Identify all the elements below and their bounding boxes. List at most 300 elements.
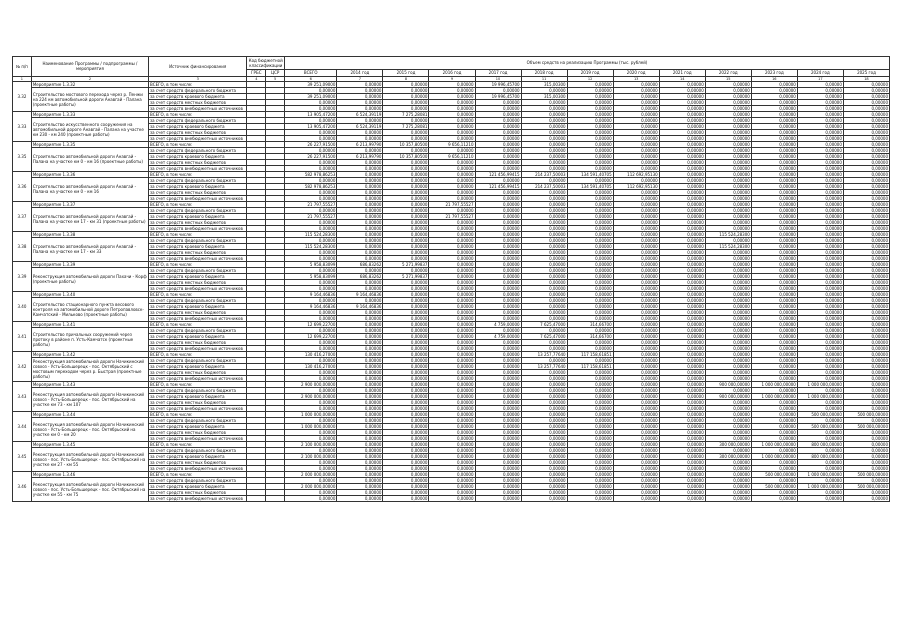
year-value: 0,00000 [659,171,705,177]
year-value: 0,00000 [705,495,751,501]
header-year: 2023 год [751,70,797,77]
year-value: 0,00000 [429,465,475,471]
year-value: 0,00000 [797,297,843,303]
year-value: 0,00000 [521,345,567,351]
year-value: 0,00000 [659,471,705,477]
year-value: 0,00000 [429,435,475,441]
year-value: 0,00000 [613,417,659,423]
year-value: 0,00000 [429,417,475,423]
year-value: 0,00000 [337,321,383,327]
year-value: 0,00000 [797,135,843,141]
year-value: 0,00000 [337,327,383,333]
total-value: 115 524,28300 [285,243,337,249]
year-value: 0,00000 [337,81,383,87]
year-value: 0,00000 [705,249,751,255]
year-value: 0,00000 [475,249,521,255]
year-value: 0,00000 [613,495,659,501]
year-value: 0,00000 [337,213,383,219]
year-value: 0,00000 [843,465,889,471]
year-value: 0,00000 [337,471,383,477]
year-value: 0,00000 [383,309,429,315]
year-value: 0,00000 [521,327,567,333]
total-value: 39 251,09000 [285,93,337,99]
year-value: 0,00000 [751,255,797,261]
year-value: 0,00000 [429,363,475,369]
year-value: 0,00000 [521,147,567,153]
index-cell: 17 [797,76,843,81]
year-value: 500 000,00000 [843,483,889,489]
year-value: 0,00000 [797,435,843,441]
year-value: 7 625,47000 [521,333,567,339]
year-value: 0,00000 [843,255,889,261]
year-value: 0,00000 [613,255,659,261]
year-value: 0,00000 [613,291,659,297]
year-value: 1 000 000,00000 [751,381,797,387]
year-value: 0,00000 [613,447,659,453]
year-value: 0,00000 [659,141,705,147]
measure-description: Строительство автомобильной дороги Анавгай - Палана на участке км 17 - км 33 [31,237,148,261]
index-cell: 3 [149,76,247,81]
year-value: 0,00000 [613,99,659,105]
year-value: 0,00000 [567,237,613,243]
year-value: 0,00000 [659,429,705,435]
year-value: 0,00000 [475,267,521,273]
year-value: 0,00000 [843,225,889,231]
year-value: 0,00000 [751,429,797,435]
year-value: 0,00000 [521,135,567,141]
year-value: 0,00000 [521,375,567,381]
year-value: 0,00000 [429,285,475,291]
year-value: 0,00000 [797,213,843,219]
year-value: 0,00000 [429,243,475,249]
year-value: 0,00000 [797,333,843,339]
year-value: 10 357,80500 [383,141,429,147]
year-value: 0,00000 [567,285,613,291]
total-value: 0,00000 [285,225,337,231]
year-value: 0,00000 [705,165,751,171]
year-value: 0,00000 [521,315,567,321]
funding-source: за счет средств внебюджетных источников [149,195,247,201]
year-value: 214 237,50003 [521,183,567,189]
year-value: 0,00000 [429,189,475,195]
year-value: 0,00000 [521,111,567,117]
year-value: 0,00000 [751,399,797,405]
year-value: 0,00000 [843,369,889,375]
year-value: 0,00000 [797,219,843,225]
year-value: 0,00000 [475,87,521,93]
year-value: 0,00000 [337,93,383,99]
year-value: 0,00000 [475,303,521,309]
year-value: 0,00000 [337,363,383,369]
year-value: 0,00000 [475,111,521,117]
year-value: 0,00000 [843,399,889,405]
measure-description: Строительство искусственного сооружения на автомобильной дороге Анавгай - Палана на участке км 230 - км 240 (проектные работы) [31,117,148,141]
year-value: 0,00000 [567,411,613,417]
year-value: 0,00000 [797,387,843,393]
funding-source: за счет средств краевого бюджета [149,123,247,129]
year-value: 0,00000 [337,465,383,471]
year-value: 0,00000 [751,357,797,363]
year-value: 0,00000 [383,327,429,333]
year-value: 6 213,99790 [337,153,383,159]
year-value: 0,00000 [337,297,383,303]
year-value: 900 000,00000 [705,381,751,387]
year-value: 0,00000 [843,375,889,381]
year-value: 0,00000 [337,159,383,165]
year-value: 686,83262 [337,273,383,279]
year-value: 0,00000 [797,105,843,111]
year-value: 0,00000 [705,219,751,225]
year-value: 117 158,61851 [567,363,613,369]
year-value: 0,00000 [751,201,797,207]
year-value: 0,00000 [751,231,797,237]
total-value: 0,00000 [285,267,337,273]
header-year: 2020 год [613,70,659,77]
year-value: 0,00000 [567,231,613,237]
year-value: 0,00000 [751,195,797,201]
year-value: 0,00000 [705,435,751,441]
year-value: 0,00000 [843,417,889,423]
year-value: 0,00000 [659,357,705,363]
year-value: 0,00000 [521,465,567,471]
year-value: 0,00000 [475,477,521,483]
year-value: 0,00000 [705,315,751,321]
year-value: 0,00000 [613,363,659,369]
year-value: 0,00000 [659,261,705,267]
year-value: 0,00000 [567,273,613,279]
year-value: 0,00000 [521,213,567,219]
year-value: 0,00000 [337,405,383,411]
year-value: 0,00000 [567,417,613,423]
total-value: 0,00000 [285,375,337,381]
funding-source: за счет средств внебюджетных источников [149,255,247,261]
year-value: 0,00000 [383,345,429,351]
total-value: 0,00000 [285,177,337,183]
year-value: 0,00000 [705,123,751,129]
year-value: 0,00000 [613,117,659,123]
year-value: 0,00000 [475,327,521,333]
year-value: 0,00000 [613,351,659,357]
row-number: 3.43 [13,381,32,411]
year-value: 115 524,28300 [705,231,751,237]
year-value: 0,00000 [567,135,613,141]
year-value: 0,00000 [843,129,889,135]
year-value: 0,00000 [751,213,797,219]
funding-source: за счет средств местных бюджетов [149,219,247,225]
year-value: 0,00000 [797,489,843,495]
year-value: 0,00000 [521,201,567,207]
year-value: 0,00000 [475,387,521,393]
year-value: 0,00000 [521,189,567,195]
year-value: 0,00000 [613,261,659,267]
year-value: 0,00000 [613,423,659,429]
year-value: 0,00000 [337,429,383,435]
year-value: 0,00000 [613,225,659,231]
year-value: 0,00000 [613,111,659,117]
year-value: 0,00000 [659,405,705,411]
year-value: 0,00000 [659,249,705,255]
year-value: 0,00000 [659,441,705,447]
year-value: 0,00000 [383,219,429,225]
funding-source: за счет средств местных бюджетов [149,399,247,405]
header-year: 2021 год [659,70,705,77]
measure-title: Мероприятие 1.3.43 [31,381,148,387]
total-value: 115 524,28300 [285,231,337,237]
year-value: 0,00000 [751,171,797,177]
header-year: 2022 год [705,70,751,77]
year-value: 0,00000 [567,453,613,459]
funding-source: за счет средств внебюджетных источников [149,225,247,231]
funding-source: ВСЕГО, в том числе: [149,351,247,357]
year-value: 0,00000 [705,105,751,111]
year-value: 0,00000 [843,321,889,327]
year-value: 6 524,39119 [337,123,383,129]
year-value: 0,00000 [567,447,613,453]
measure-description: Строительство автомобильной дороги Анавгай - Палана на участке км 0 - км 16 [31,177,148,201]
year-value: 0,00000 [521,309,567,315]
year-value: 0,00000 [843,387,889,393]
total-value: 0,00000 [285,285,337,291]
year-value: 0,00000 [429,387,475,393]
year-value: 0,00000 [521,123,567,129]
year-value: 0,00000 [613,141,659,147]
year-value: 0,00000 [567,435,613,441]
year-value: 0,00000 [751,309,797,315]
year-value: 0,00000 [659,327,705,333]
funding-source: за счет средств федерального бюджета [149,297,247,303]
total-value: 9 164,46836 [285,291,337,297]
funding-source: за счет средств федерального бюджета [149,267,247,273]
year-value: 0,00000 [751,147,797,153]
year-value: 0,00000 [843,429,889,435]
year-value: 0,00000 [751,177,797,183]
year-value: 0,00000 [751,387,797,393]
year-value: 121 456,99415 [475,171,521,177]
year-value: 0,00000 [659,237,705,243]
year-value: 0,00000 [659,207,705,213]
funding-source: за счет средств федерального бюджета [149,447,247,453]
funding-source: за счет средств федерального бюджета [149,147,247,153]
year-value: 0,00000 [337,375,383,381]
row-number: 3.41 [13,321,32,351]
year-value: 0,00000 [475,345,521,351]
year-value: 0,00000 [383,237,429,243]
total-value: 0,00000 [285,489,337,495]
year-value: 0,00000 [567,441,613,447]
total-value: 5 958,83099 [285,261,337,267]
year-value: 0,00000 [751,243,797,249]
year-value: 0,00000 [705,465,751,471]
year-value: 0,00000 [337,231,383,237]
year-value: 0,00000 [797,369,843,375]
year-value: 0,00000 [751,333,797,339]
year-value: 0,00000 [613,453,659,459]
year-value: 0,00000 [751,435,797,441]
year-value: 0,00000 [659,213,705,219]
total-value: 12 699,22700 [285,333,337,339]
year-value: 0,00000 [475,417,521,423]
year-value: 0,00000 [567,345,613,351]
header-year: 2018 год [521,70,567,77]
year-value: 0,00000 [567,339,613,345]
year-value: 0,00000 [843,165,889,171]
index-cell: 11 [521,76,567,81]
year-value: 0,00000 [337,117,383,123]
year-value: 315,00300 [521,81,567,87]
year-value: 0,00000 [567,141,613,147]
year-value: 0,00000 [751,375,797,381]
total-value: 5 958,83099 [285,273,337,279]
funding-source: за счет средств местных бюджетов [149,459,247,465]
year-value: 0,00000 [843,231,889,237]
year-value: 214 237,50003 [521,171,567,177]
year-value: 0,00000 [659,183,705,189]
year-value: 0,00000 [383,129,429,135]
total-value: 0,00000 [285,129,337,135]
year-value: 0,00000 [797,303,843,309]
year-value: 0,00000 [705,147,751,153]
year-value: 0,00000 [383,429,429,435]
year-value: 0,00000 [797,81,843,87]
year-value: 0,00000 [475,423,521,429]
year-value: 0,00000 [751,363,797,369]
year-value: 0,00000 [797,171,843,177]
year-value: 0,00000 [751,291,797,297]
year-value: 0,00000 [659,219,705,225]
year-value: 0,00000 [567,129,613,135]
total-value: 0,00000 [285,339,337,345]
funding-source: за счет средств местных бюджетов [149,339,247,345]
year-value: 0,00000 [613,309,659,315]
total-value: 0,00000 [285,87,337,93]
year-value: 0,00000 [567,429,613,435]
year-value: 0,00000 [613,429,659,435]
funding-source: за счет средств краевого бюджета [149,153,247,159]
year-value: 21 797,55527 [429,213,475,219]
total-value: 0,00000 [285,135,337,141]
year-value: 7 275,28081 [383,111,429,117]
year-value: 0,00000 [521,261,567,267]
year-value: 0,00000 [751,273,797,279]
year-value: 0,00000 [705,483,751,489]
year-value: 0,00000 [429,471,475,477]
year-value: 0,00000 [797,189,843,195]
funding-source: за счет средств федерального бюджета [149,387,247,393]
year-value: 0,00000 [475,177,521,183]
year-value: 0,00000 [843,351,889,357]
year-value: 0,00000 [337,357,383,363]
funding-source: за счет средств краевого бюджета [149,273,247,279]
year-value: 0,00000 [429,483,475,489]
year-value: 0,00000 [567,81,613,87]
year-value: 0,00000 [475,255,521,261]
total-value: 582 978,86253 [285,171,337,177]
measure-description: Реконструкция автомобильной дороги Начикинский совхоз - пос. Усть-Большерецк - пос. Октябрьский на участке км 27 - км 55 [31,447,148,471]
year-value: 0,00000 [751,237,797,243]
year-value: 0,00000 [751,111,797,117]
year-value: 0,00000 [567,327,613,333]
funding-source: ВСЕГО, в том числе: [149,171,247,177]
year-value: 0,00000 [383,375,429,381]
year-value: 0,00000 [843,93,889,99]
year-value: 0,00000 [383,471,429,477]
total-value: 26 227,91500 [285,153,337,159]
year-value: 0,00000 [383,189,429,195]
year-value: 0,00000 [383,159,429,165]
year-value: 6 213,99790 [337,141,383,147]
year-value: 0,00000 [429,429,475,435]
year-value: 0,00000 [659,339,705,345]
year-value: 0,00000 [383,213,429,219]
measure-title: Мероприятие 1.3.35 [31,141,148,147]
funding-source: за счет средств внебюджетных источников [149,465,247,471]
year-value: 0,00000 [567,315,613,321]
funding-source: за счет средств местных бюджетов [149,159,247,165]
year-value: 0,00000 [429,357,475,363]
year-value: 0,00000 [475,261,521,267]
year-value: 0,00000 [797,375,843,381]
year-value: 0,00000 [429,255,475,261]
funding-source: за счет средств федерального бюджета [149,417,247,423]
total-value: 0,00000 [285,195,337,201]
year-value: 0,00000 [567,147,613,153]
year-value: 0,00000 [705,81,751,87]
year-value: 0,00000 [613,333,659,339]
year-value: 0,00000 [751,99,797,105]
year-value: 0,00000 [567,369,613,375]
year-value: 0,00000 [843,435,889,441]
index-cell: 16 [751,76,797,81]
year-value: 0,00000 [337,279,383,285]
year-value: 0,00000 [475,369,521,375]
year-value: 0,00000 [613,285,659,291]
total-value: 2 000 000,00000 [285,483,337,489]
funding-source: за счет средств краевого бюджета [149,393,247,399]
year-value: 134 591,40705 [567,171,613,177]
year-value: 0,00000 [521,165,567,171]
year-value: 0,00000 [613,387,659,393]
year-value: 0,00000 [751,279,797,285]
year-value: 0,00000 [659,225,705,231]
year-value: 0,00000 [475,105,521,111]
year-value: 112 692,95130 [613,183,659,189]
measure-title: Мероприятие 1.3.45 [31,441,148,447]
year-value: 0,00000 [383,495,429,501]
funding-source: за счет средств федерального бюджета [149,327,247,333]
year-value: 0,00000 [429,309,475,315]
year-value: 0,00000 [843,441,889,447]
year-value: 0,00000 [521,447,567,453]
funding-source: за счет средств внебюджетных источников [149,405,247,411]
header-year: 2024 год [797,70,843,77]
year-value: 0,00000 [475,285,521,291]
year-value: 10 357,80500 [383,153,429,159]
total-value: 0,00000 [285,459,337,465]
total-value: 582 978,86253 [285,183,337,189]
year-value: 0,00000 [843,219,889,225]
year-value: 0,00000 [567,405,613,411]
year-value: 0,00000 [521,255,567,261]
year-value: 0,00000 [383,387,429,393]
header-year: 2015 год [383,70,429,77]
year-value: 0,00000 [797,231,843,237]
year-value: 0,00000 [521,129,567,135]
year-value: 0,00000 [475,393,521,399]
year-value: 0,00000 [429,447,475,453]
year-value: 0,00000 [705,429,751,435]
year-value: 0,00000 [659,93,705,99]
funding-source: ВСЕГО, в том числе: [149,441,247,447]
